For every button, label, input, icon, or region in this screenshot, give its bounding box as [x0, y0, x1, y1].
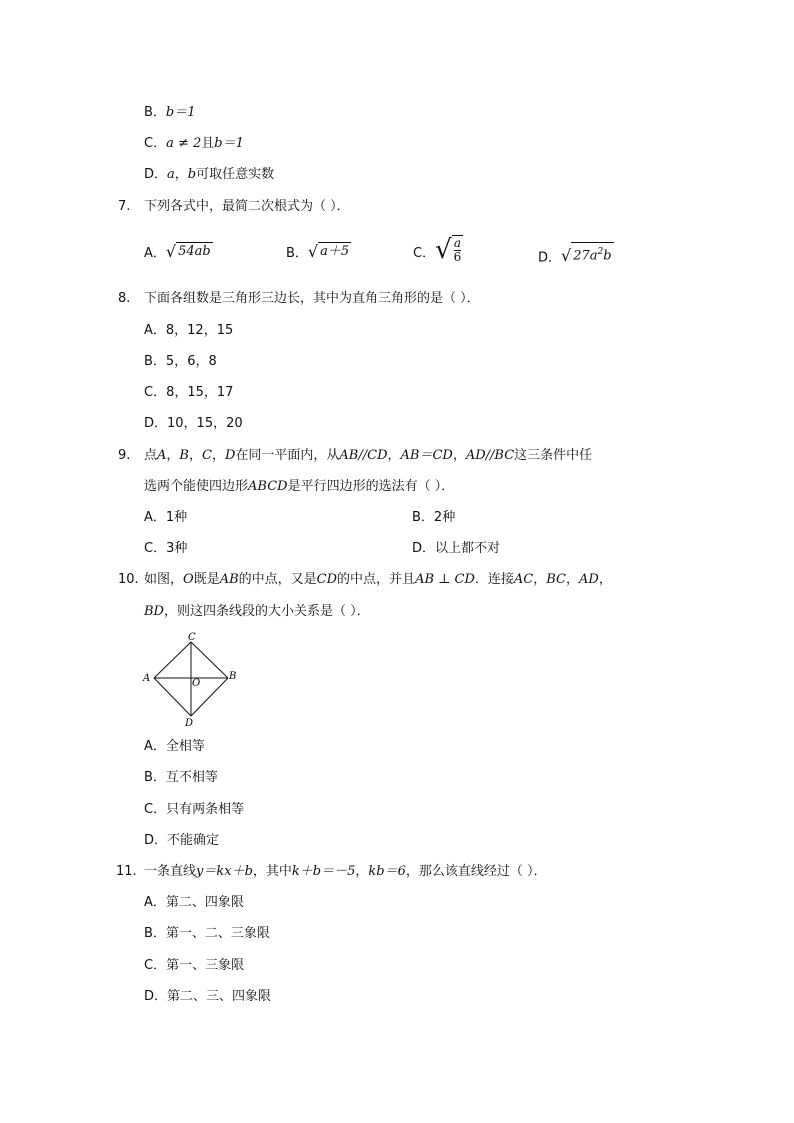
segment-cb: [191, 642, 228, 678]
q9-option-b: B．2种: [412, 510, 456, 525]
q11-option-c: C．第一、三象限: [144, 958, 245, 973]
q11-option-d: D．第二、三、四象限: [144, 989, 272, 1004]
label-o: O: [192, 678, 201, 689]
q8-stem: 下面各组数是三角形三边长，其中为直角三角形的是（ ）．: [144, 291, 480, 306]
q9-option-a: A．1种: [144, 510, 188, 525]
q7-option-a: A． √ 54ab: [144, 242, 211, 261]
q9-stem-line1: 点A，B，C，D在同一平面内，从AB//CD，AB＝CD，AD//BC这三条件中任: [144, 448, 593, 463]
q10-stem-line1: 如图，O既是AB的中点，又是CD的中点，并且AB ⊥ CD．连接AC，BC，AD，: [144, 572, 612, 587]
q11-number: 11.: [116, 864, 137, 879]
label-c: C: [188, 632, 196, 643]
q9-option-c: C．3种: [144, 541, 188, 556]
rhombus-figure: [140, 630, 240, 730]
q10-stem-line2: BD，则这四条线段的大小关系是（ ）．: [144, 604, 370, 619]
q9-stem-line2: 选两个能使四边形ABCD是平行四边形的选法有（ ）．: [144, 479, 455, 494]
q8-option-b: B．5，6，8: [144, 354, 217, 369]
q10-option-b: B．互不相等: [144, 770, 218, 785]
q10-option-a: A．全相等: [144, 739, 205, 754]
q10-option-d: D．不能确定: [144, 833, 220, 848]
q6-option-c: C．a ≠ 2且b＝1: [144, 136, 244, 151]
q6-option-b: B．b＝1: [144, 105, 196, 120]
q7-number: 7.: [118, 199, 131, 214]
q7-option-b: B． √ a＋5: [286, 242, 350, 261]
segment-ad: [154, 678, 191, 716]
sqrt-54ab: √ 54ab: [165, 242, 211, 261]
q9-number: 9.: [118, 448, 131, 463]
q10-number: 10.: [118, 572, 139, 587]
q8-option-c: C．8，15，17: [144, 385, 234, 400]
label-d: D: [185, 718, 194, 729]
q8-option-a: A．8，12，15: [144, 323, 234, 338]
segment-ac: [154, 642, 191, 678]
label-b: B: [229, 671, 237, 682]
q8-number: 8.: [118, 291, 131, 306]
label-a: A: [143, 673, 151, 684]
q11-option-b: B．第一、二、三象限: [144, 926, 270, 941]
q7-option-c: C． √ $\frac{a}{6}$: [413, 232, 463, 268]
q8-option-d: D．10，15，20: [144, 416, 243, 431]
sqrt-a-plus-5: √ a＋5: [307, 242, 350, 261]
q11-stem: 一条直线y＝kx＋b，其中k＋b＝－5，kb＝6，那么该直线经过（ ）．: [144, 864, 547, 879]
q7-option-d: D． √ $27a^2b$: [538, 242, 614, 267]
q6-option-d: D．a，b可取任意实数: [144, 167, 275, 182]
sqrt-a-over-6: √ $\frac{a}{6}$: [435, 235, 462, 265]
q11-option-a: A．第二、四象限: [144, 895, 244, 910]
q10-option-c: C．只有两条相等: [144, 802, 245, 817]
sqrt-27a2b: √ $27a^2b$: [561, 242, 614, 265]
q7-stem: 下列各式中，最简二次根式为（ ）．: [144, 199, 350, 214]
q9-option-d: D．以上都不对: [412, 541, 501, 556]
